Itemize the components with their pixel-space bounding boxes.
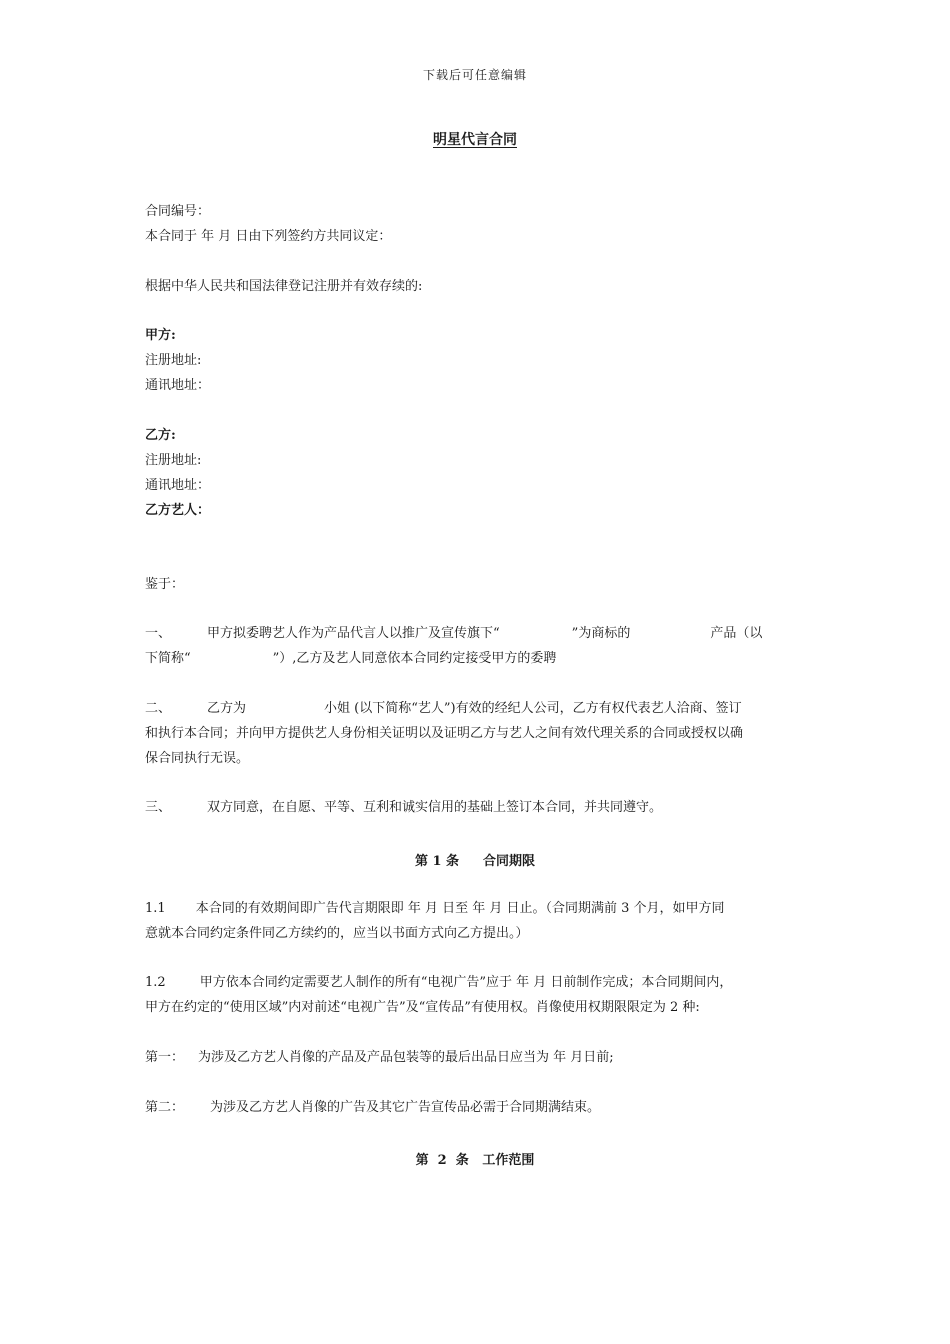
article-1-p2-num: 1.2 xyxy=(145,975,166,990)
clause-1-num: 一、 xyxy=(145,626,172,641)
usage-term-second-label: 第二： xyxy=(145,1100,185,1115)
clause-1-text-a: 甲方拟委聘艺人作为产品代言人以推广及宣传旗下“ xyxy=(207,626,500,641)
clause-1-row-1 xyxy=(145,621,805,646)
clause-3-num: 三、 xyxy=(145,800,172,815)
clause-2-row-1 xyxy=(145,696,805,721)
article-1-p1-num: 1.1 xyxy=(145,901,166,916)
usage-term-first-text: 为涉及乙方艺人肖像的产品及产品包装等的最后出品日应当为 年 月日前; xyxy=(198,1050,614,1065)
party-a-label: 甲方: xyxy=(145,328,176,343)
clause-2-row-3: 保合同执行无误。 xyxy=(145,751,250,766)
party-b-artist-label: 乙方艺人： xyxy=(145,503,211,518)
clause-2-num: 二、 xyxy=(145,701,172,716)
clause-1-text-b: ”为商标的 xyxy=(571,626,631,641)
usage-term-first xyxy=(145,1049,614,1067)
agreement-line: 本合同于 年 月 日由下列签约方共同议定： xyxy=(145,229,392,244)
party-a-reg-address: 注册地址: xyxy=(145,353,202,368)
usage-term-first-label: 第一： xyxy=(145,1050,185,1065)
article-2-heading: 第 2 条 工作范围 xyxy=(415,1153,535,1168)
article-1-heading xyxy=(0,850,950,869)
article-1-heading-num: 第 1 条 xyxy=(414,854,460,869)
clause-1 xyxy=(145,621,805,671)
article-1-p2-row-2: 甲方在约定的“使用区域”内对前述“电视广告”及“宣传品”有使用权。肖像使用权期限限定为 2 种: xyxy=(145,1000,700,1015)
clause-2-row-2: 和执行本合同；并向甲方提供艺人身份相关证明以及证明乙方与艺人之间有效代理关系的合同或授权以确 xyxy=(145,726,744,741)
article-1-p1-row-1 xyxy=(145,896,805,921)
clause-3-row-1 xyxy=(145,795,805,820)
clause-1-text-d: 下简称“ xyxy=(145,651,191,666)
clause-2-text-b: 小姐 (以下简称“艺人”)有效的经纪人公司，乙方有权代表艺人洽商、签订 xyxy=(324,701,742,716)
article-1-paragraph-1 xyxy=(145,896,805,946)
article-1-p1-text-a: 本合同的有效期间即广告代言期限即 年 月 日至 年 月 日止。（合同期满前 3 个月，如甲方同 xyxy=(195,901,725,916)
article-1-heading-title: 合同期限 xyxy=(483,854,536,869)
clause-1-text-e: ”）,乙方及艺人同意依本合同约定接受甲方的委聘 xyxy=(272,651,557,666)
registered-line: 根据中华人民共和国法律登记注册并有效存续的: xyxy=(145,279,423,294)
article-1-p2-text-a: 甲方依本合同约定需要艺人制作的所有“电视广告”应于 年 月 日前制作完成；本合同期间内， xyxy=(199,975,733,990)
whereas-label: 鉴于： xyxy=(145,577,185,592)
clause-1-text-c: 产品（以 xyxy=(710,626,763,641)
party-b-mail-address: 通讯地址： xyxy=(145,478,211,493)
clause-2-text-a: 乙方为 xyxy=(207,701,247,716)
usage-term-second-text: 为涉及乙方艺人肖像的广告及其它广告宣传品必需于合同期满结束。 xyxy=(210,1100,601,1115)
article-1-paragraph-2 xyxy=(145,970,805,1020)
article-1-p2-row-1 xyxy=(145,970,805,995)
usage-term-second xyxy=(145,1099,600,1117)
clause-2 xyxy=(145,696,805,771)
header-note: 下载后可任意编辑 xyxy=(422,68,527,82)
party-a-mail-address: 通讯地址： xyxy=(145,378,211,393)
clause-3 xyxy=(145,795,805,820)
party-b-label: 乙方: xyxy=(145,428,176,443)
clause-1-row-2 xyxy=(145,646,805,671)
party-b-reg-address: 注册地址: xyxy=(145,453,202,468)
document-title: 明星代言合同 xyxy=(433,132,517,148)
clause-3-text: 双方同意，在自愿、平等、互利和诚实信用的基础上签订本合同，并共同遵守。 xyxy=(207,800,663,815)
contract-number-label: 合同编号： xyxy=(145,204,211,219)
article-1-p1-row-2: 意就本合同约定条件同乙方续约的，应当以书面方式向乙方提出。） xyxy=(145,926,529,941)
